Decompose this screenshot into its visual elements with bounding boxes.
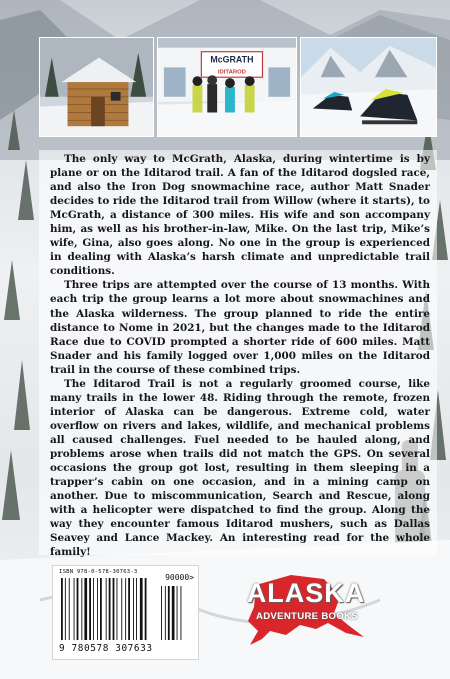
mcgrath-sign-text: McGRATH bbox=[210, 54, 254, 65]
back-cover-blurb bbox=[50, 152, 430, 559]
iditarod-sign-text: IDITAROD bbox=[217, 69, 246, 76]
publisher-tagline: ADVENTURE BOOKS bbox=[255, 611, 359, 622]
photo-snowmachines bbox=[300, 37, 437, 137]
isbn-label: ISBN 978-0-578-30763-3 bbox=[59, 569, 138, 575]
blurb-paragraph-3: The Iditarod Trail is not a regularly groomed course, like many trails in the lower 48. Riding through the remote, frozen interior of Alaska can be dangerous. Extreme cold, water overflow on rivers and lakes, wildlife, and mechanical problems all caused challenges. Fuel needed to be hauled along, and problems arose when trails did not match the GPS. On several occasions the group got lost, resulting in them sleeping in a trapper’s cabin on one occasion, and in a mining camp on another. Due to miscommunication, Search and Rescue, along with a helicopter were dispatched to find the group. Along the way they encounter famous Iditarod mushers, such as Dallas Seavey and Lance Mackey. An interesting read for the whole family! bbox=[50, 377, 430, 559]
blurb-paragraph-1: The only way to McGrath, Alaska, during wintertime is by plane or on the Iditarod trail. A fan of the Iditarod dogsled race, and also the Iron Dog snowmachine race, author Matt Snader decides to ride the Iditarod trail from Willow (where it starts), to McGrath, a distance of 300 miles. His wife and son accompany him, as well as his brother-in-law, Mike. On the last trip, Mike’s wife, Gina, also goes along. No one in the group is experienced in dealing with Alaska’s harsh climate and unpredictable trail conditions. bbox=[50, 153, 430, 278]
photo-trapper-cabin bbox=[39, 37, 154, 137]
price-code: 90000> bbox=[165, 573, 194, 582]
isbn-barcode bbox=[52, 565, 199, 660]
isbn-digits: 9 780578 307633 bbox=[59, 643, 153, 654]
blurb-paragraph-2: Three trips are attempted over the course of 13 months. With each trip the group learns a lot more about snowmachines and the Alaska wilderness. The group planned to ride the entire distance to Nome in 2021, but the changes made to the Iditarod Race due to COVID prompted a shorter ride of 600 miles. Matt Snader and his family logged over 1,000 miles on the Iditarod trail in the course of these combined trips. bbox=[50, 279, 430, 376]
photo-mcgrath-group bbox=[157, 37, 297, 137]
publisher-name: ALASKA bbox=[246, 578, 366, 608]
